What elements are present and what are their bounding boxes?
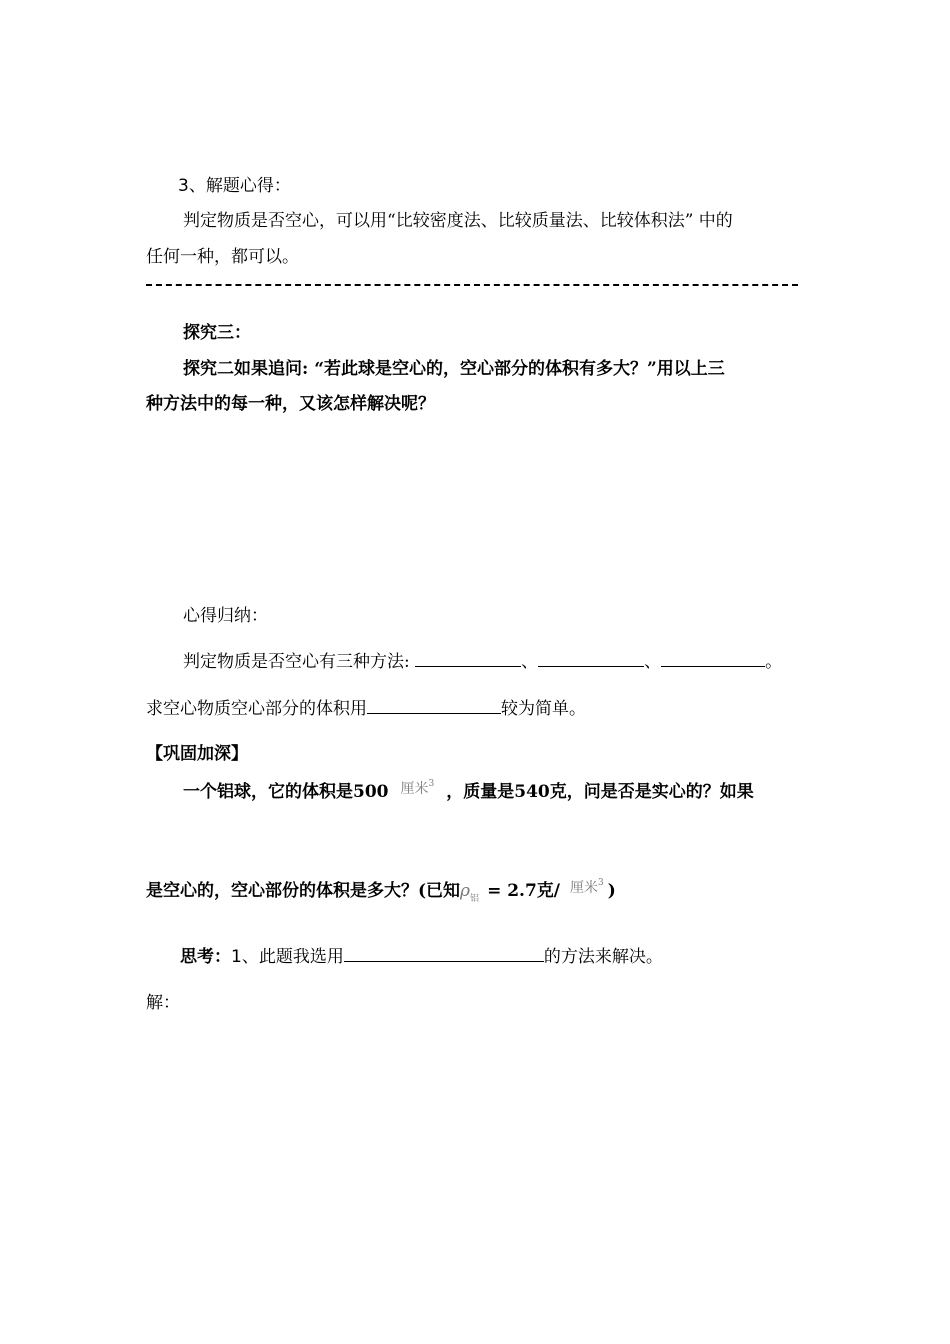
unit-text: 厘米: [400, 781, 429, 797]
think-text: 1、此题我选用: [231, 947, 344, 967]
unit-text: 厘米: [570, 880, 599, 896]
unit-exponent: 3: [428, 779, 435, 789]
unit-cm3: [401, 781, 435, 797]
summary-heading: 心得归纳：: [183, 606, 268, 626]
rho-symbol: ρ: [460, 881, 471, 901]
summary-volume-suffix: 较为简单。: [501, 699, 586, 719]
unit-exponent: 3: [598, 878, 604, 888]
solution-label: 解：: [146, 993, 180, 1013]
answer-blank[interactable]: [661, 652, 765, 667]
think-line: [180, 942, 663, 967]
separator: 、: [521, 652, 539, 672]
period: 。: [765, 652, 783, 672]
answer-blank[interactable]: [344, 947, 544, 962]
summary-volume-line: [146, 694, 586, 719]
problem-line: [183, 777, 754, 802]
explore-heading: 探究三：: [183, 323, 251, 343]
explore-question-line: 探究二如果追问: “若此球是空心的，空心部分的体积有多大？”用以上三: [183, 359, 725, 379]
answer-blank[interactable]: [415, 652, 521, 667]
think-text: 的方法来解决。: [543, 947, 663, 967]
problem-text: = 2.7克/: [487, 881, 561, 901]
rho-aluminum: [460, 881, 480, 904]
dashed-divider: [146, 284, 798, 286]
paragraph-line: 判定物质是否空心，可以用“比较密度法、比较质量法、比较体积法” 中的: [183, 211, 733, 231]
think-label: 思考：: [180, 947, 231, 967]
explore-question-line: 种方法中的每一种，又该怎样解决呢？: [146, 394, 435, 414]
problem-text: ): [607, 881, 616, 901]
section-heading: 3、解题心得：: [178, 176, 291, 196]
problem-text: 是空心的，空心部份的体积是多大？(已知: [146, 881, 461, 901]
rho-subscript: 铝: [470, 894, 480, 904]
summary-methods-line: [183, 647, 782, 672]
answer-blank[interactable]: [367, 699, 501, 714]
paragraph-line: 任何一种，都可以。: [146, 247, 299, 267]
summary-methods-text: 判定物质是否空心有三种方法:: [183, 652, 416, 672]
separator: 、: [644, 652, 662, 672]
unit-cm3: [570, 880, 604, 896]
problem-line: [146, 876, 616, 904]
summary-volume-text: 求空心物质空心部分的体积用: [146, 699, 367, 719]
consolidate-heading: 【巩固加深】: [146, 744, 248, 764]
answer-blank[interactable]: [538, 652, 644, 667]
problem-text: ，质量是540克，问是否是实心的？如果: [446, 782, 754, 802]
problem-text: 一个铝球，它的体积是500: [183, 782, 389, 802]
